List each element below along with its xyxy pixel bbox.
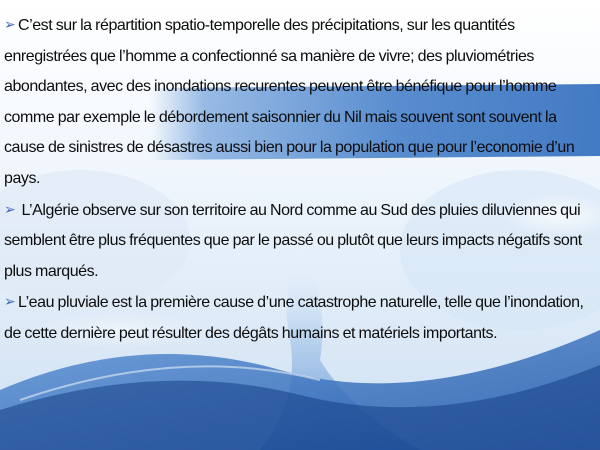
bullet-text: L’eau pluviale est la première cause d’une catastrophe naturelle, telle que l’inondation, de cette dernière peut résulter des dégâts humains et matériels importants.: [4, 294, 584, 342]
arrow-bullet-icon: ➢: [4, 293, 16, 310]
bullet-text: C’est sur la répartition spatio-temporelle des précipitations, sur les quantités enregistrées que l’homme a confectionné sa manière de vivre; des pluviométries abondantes, avec des inondations recurentes peuvent être bénéfique pour l’homme comme par exemple le débordement saisonnier du Nil mais souvent sont souvent la cause de sinistres de désastres aussi bien pour la population que pour l’economie d’un pays.: [4, 17, 575, 187]
bullet-item-1: [4, 10, 589, 195]
bullet-item-3: [4, 287, 589, 349]
bullet-list: [4, 10, 589, 350]
bullet-item-2: [4, 195, 589, 288]
bullet-text: L’Algérie observe sur son territoire au Nord comme au Sud des pluies diluviennes qui semblent être plus fréquentes que par le passé ou plutôt que leurs impacts négatifs sont plus marqués.: [4, 201, 582, 280]
arrow-bullet-icon: ➢: [4, 200, 16, 217]
arrow-bullet-icon: ➢: [4, 16, 16, 32]
